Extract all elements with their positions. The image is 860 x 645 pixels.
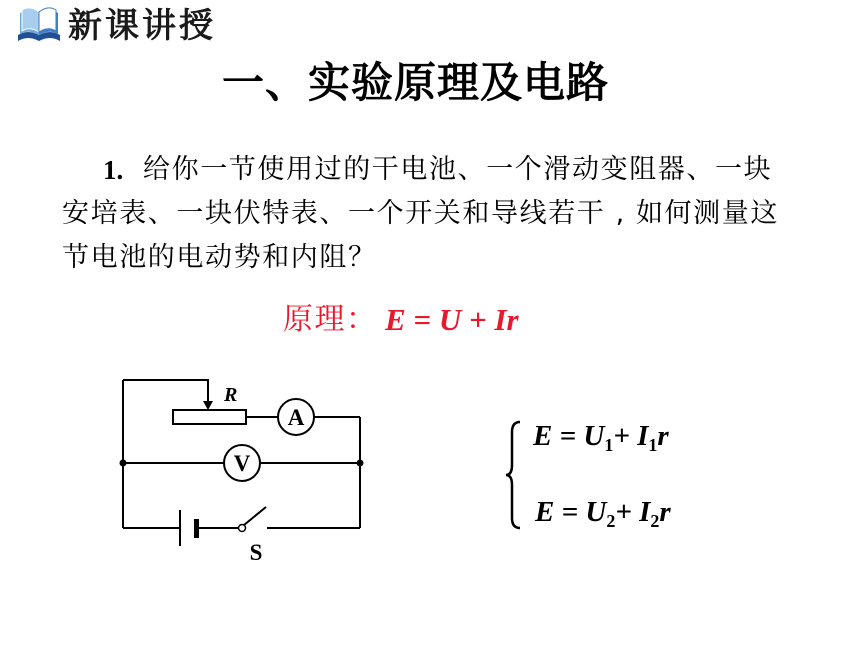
rheostat xyxy=(173,410,246,424)
equation-1-sub-u: 1 xyxy=(604,435,614,455)
equation-2-mid: + I xyxy=(615,496,651,528)
switch-blade xyxy=(244,507,266,525)
wire-top xyxy=(123,380,208,403)
slide-title: 一、实验原理及电路 xyxy=(222,58,610,107)
voltmeter-label: V xyxy=(233,451,251,476)
equation-2-lhs: E = U xyxy=(535,496,607,528)
equation-1-lhs: E = U xyxy=(533,420,605,452)
equation-1-mid: + I xyxy=(613,420,649,452)
section-label: 新课讲授 xyxy=(68,6,216,46)
circuit-diagram xyxy=(110,370,380,570)
equation-2-sub-i: 2 xyxy=(650,511,660,531)
switch-pivot xyxy=(239,525,246,532)
question-line-3: 节电池的电动势和内阻？ xyxy=(62,242,377,273)
brace xyxy=(504,420,524,530)
equation-2 xyxy=(535,495,671,529)
equation-1 xyxy=(533,419,669,453)
equation-1-sub-i: 1 xyxy=(648,435,658,455)
equation-1-tail: r xyxy=(657,420,669,452)
junction-dot-left xyxy=(120,460,127,467)
question-line-1: 给你一节使用过的干电池、一个滑动变阻器、一块 xyxy=(143,154,773,185)
equation-2-sub-u: 2 xyxy=(606,511,616,531)
question-number: 1. xyxy=(103,155,124,185)
principle-formula: E = U + Ir xyxy=(385,302,519,337)
slider-arrow xyxy=(203,401,213,410)
book-icon xyxy=(16,4,62,44)
junction-dot-right xyxy=(357,460,364,467)
question-line-2: 安培表、一块伏特表、一个开关和导线若干 , 如何测量这 xyxy=(62,198,779,229)
battery-short-plate xyxy=(194,519,199,538)
equation-2-tail: r xyxy=(659,496,671,528)
rheostat-label: R xyxy=(224,384,238,406)
switch-label: S xyxy=(249,540,263,565)
ammeter-label: A xyxy=(287,405,305,430)
principle-label: 原理： xyxy=(283,302,378,337)
